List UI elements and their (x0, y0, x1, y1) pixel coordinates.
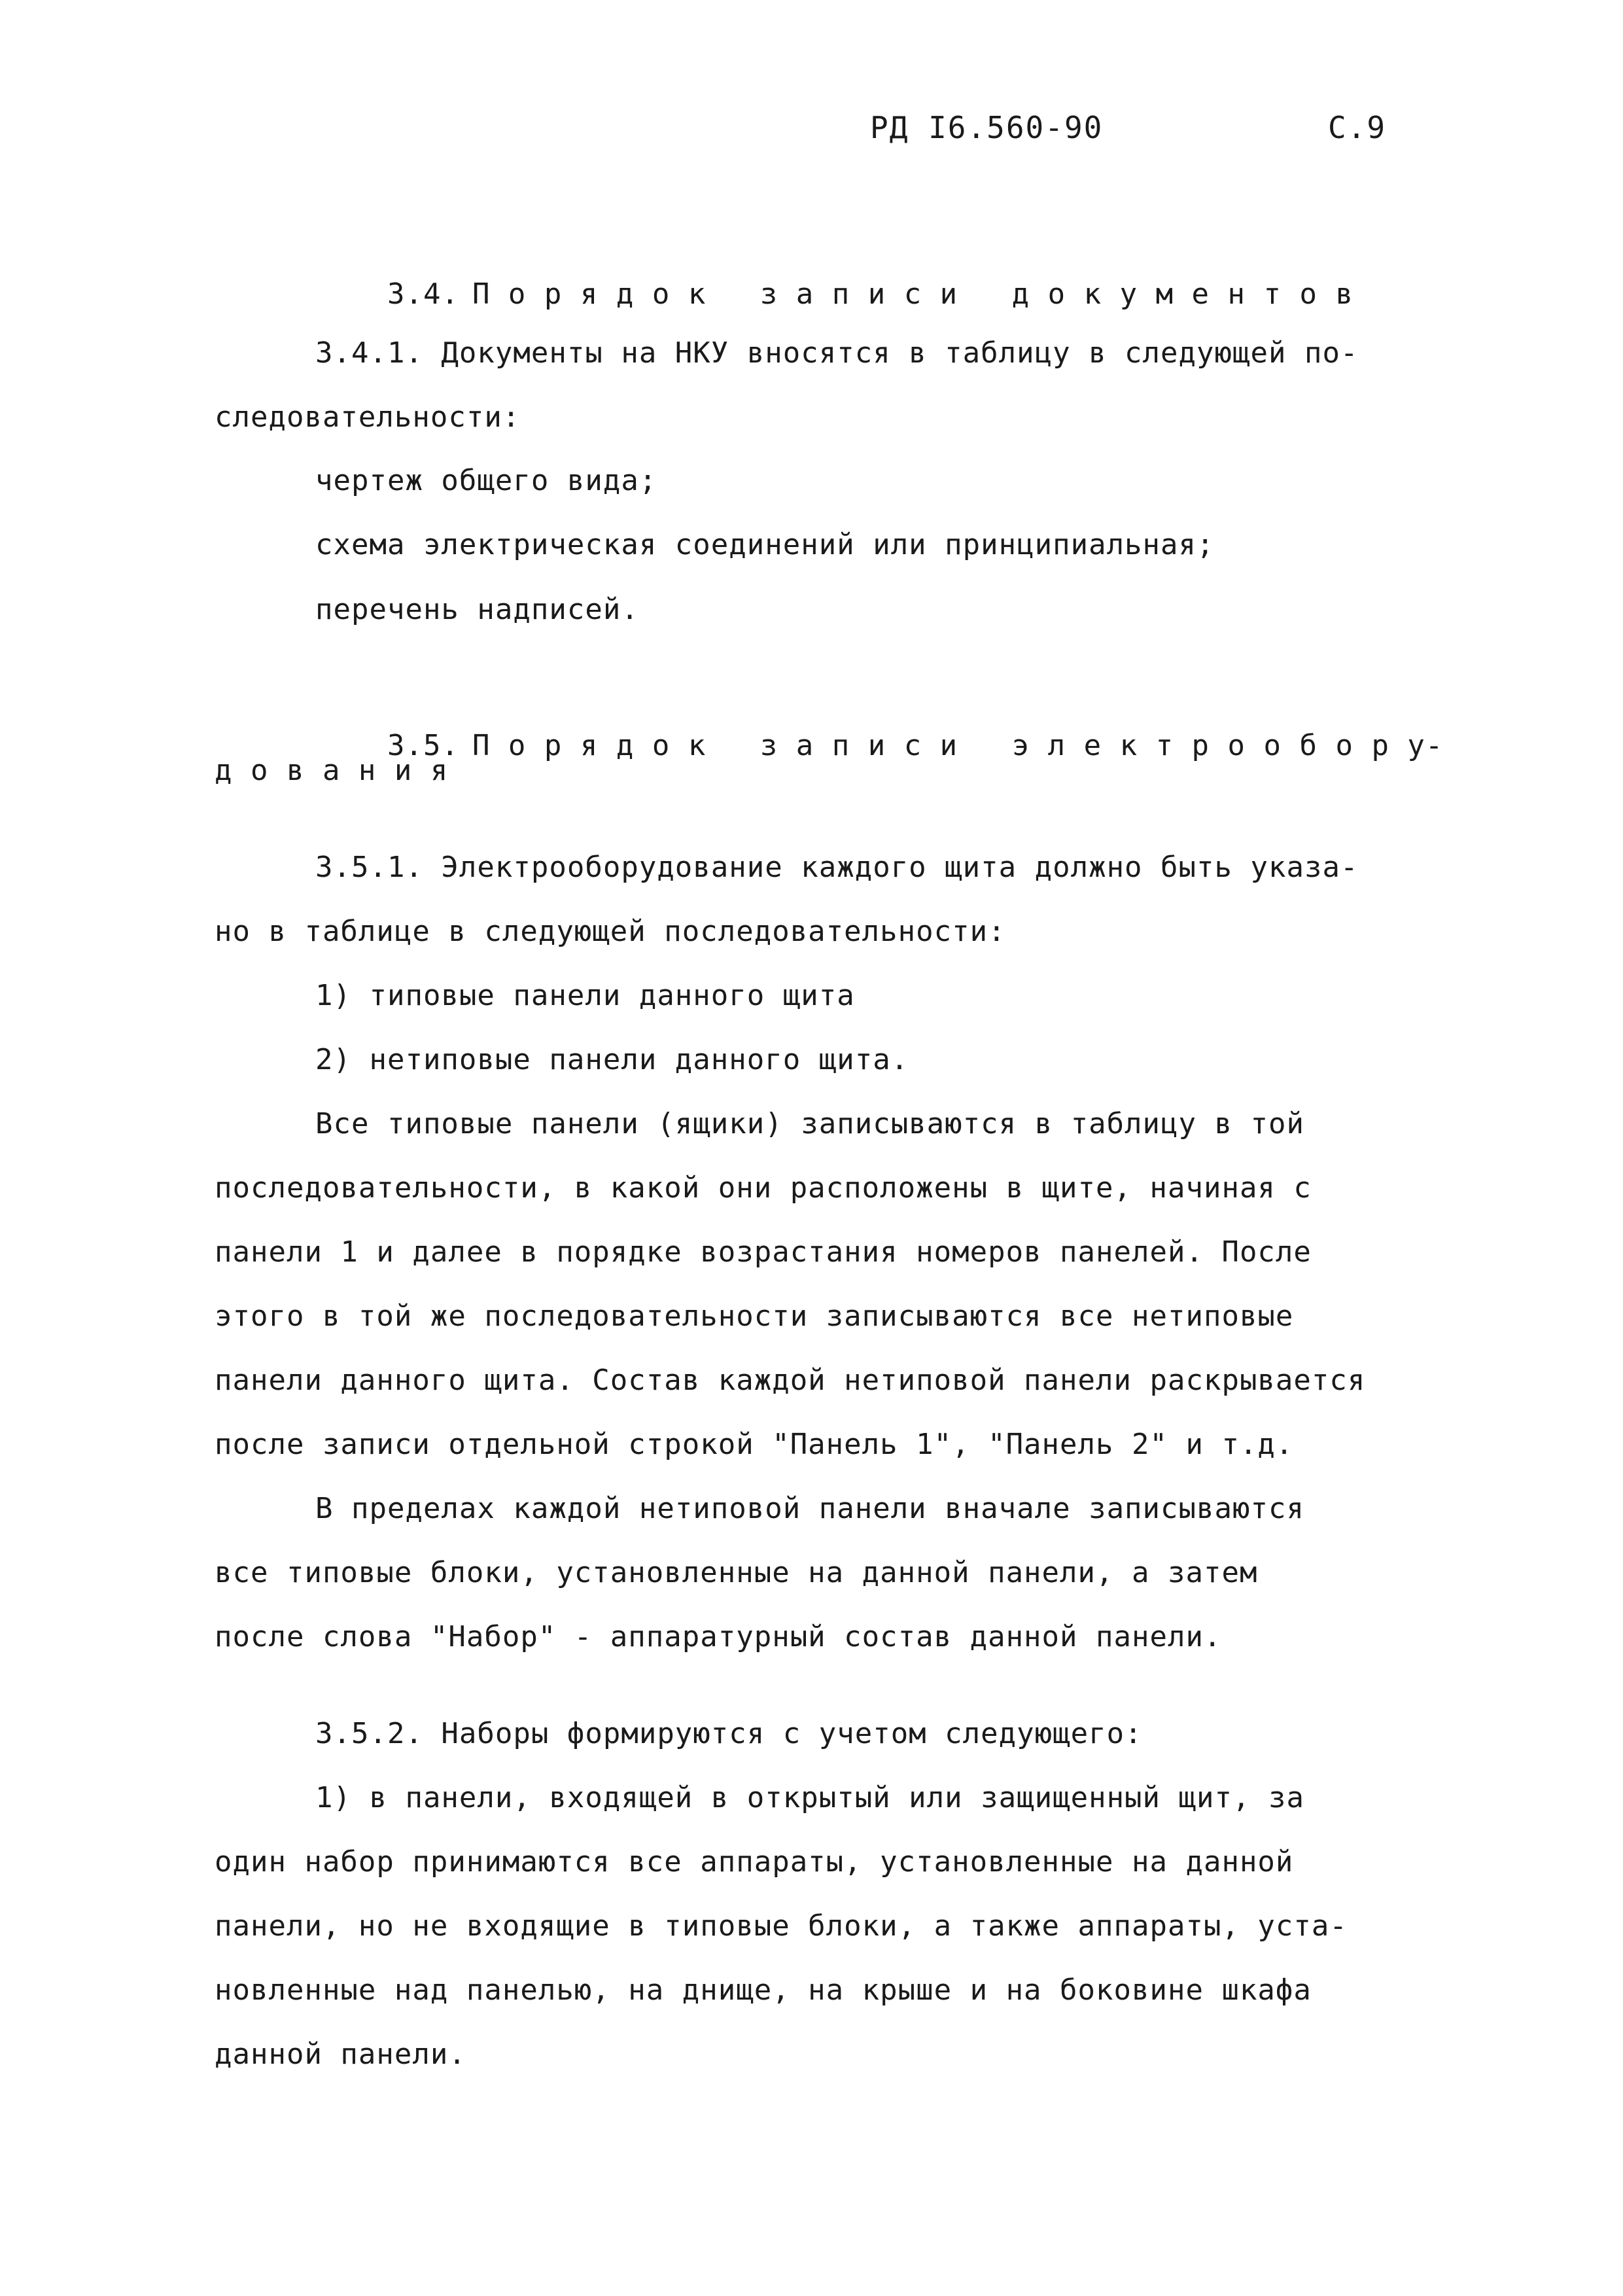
paragraph-line: один набор принимаются все аппараты, установленные на данной (215, 1845, 1294, 1879)
paragraph-line: 3.5.2. Наборы формируются с учетом следующего: (315, 1717, 1143, 1750)
paragraph-line: этого в той же последовательности записываются все нетиповые (215, 1299, 1294, 1333)
paragraph-line: панели данного щита. Состав каждой нетиповой панели раскрывается (215, 1364, 1366, 1397)
section-number: 3.5. (387, 729, 459, 762)
paragraph-line: Все типовые панели (ящики) записываются в таблицу в той (315, 1107, 1304, 1140)
paragraph-line: панели, но не входящие в типовые блоки, а также аппараты, уста- (215, 1909, 1348, 1943)
paragraph-line: данной панели. (215, 2038, 466, 2071)
paragraph-line: последовательности, в какой они расположены в щите, начиная с (215, 1171, 1312, 1205)
section-heading-3-5 (315, 687, 1443, 805)
paragraph-line: следовательности: (215, 400, 521, 434)
paragraph-line: панели 1 и далее в порядке возрастания номеров панелей. После (215, 1235, 1312, 1269)
section-title-continuation: д о в а н и я (215, 754, 449, 787)
paragraph-line: но в таблице в следующей последовательности: (215, 915, 1006, 948)
paragraph-line: после слова "Набор" - аппаратурный состав данной панели. (215, 1620, 1222, 1653)
list-line: 1) типовые панели данного щита (315, 979, 855, 1012)
section-title: П о р я д о к з а п и с и д о к у м е н т о в (472, 277, 1353, 311)
section-number: 3.4. (387, 277, 459, 311)
page-number: С.9 (1328, 110, 1387, 145)
list-line: схема электрическая соединений или принципиальная; (315, 528, 1215, 561)
paragraph-line: 3.5.1. Электрооборудование каждого щита должно быть указа- (315, 851, 1359, 884)
section-title: П о р я д о к з а п и с и э л е к т р о о б о р у- (472, 729, 1444, 762)
paragraph-line: В пределах каждой нетиповой панели вначале записываются (315, 1492, 1304, 1525)
paragraph-line: все типовые блоки, установленные на данной панели, а затем (215, 1556, 1258, 1589)
paragraph-line: 3.4.1. Документы на НКУ вносятся в таблицу в следующей по- (315, 336, 1359, 370)
list-line: чертеж общего вида; (315, 464, 657, 497)
list-line: перечень надписей. (315, 593, 639, 626)
document-code: РД I6.560-90 (870, 110, 1104, 145)
list-line: 2) нетиповые панели данного щита. (315, 1043, 909, 1076)
paragraph-line: 1) в панели, входящей в открытый или защищенный щит, за (315, 1781, 1304, 1814)
paragraph-line: новленные над панелью, на днище, на крыше и на боковине шкафа (215, 1973, 1312, 2007)
paragraph-line: после записи отдельной строкой "Панель 1", "Панель 2" и т.д. (215, 1428, 1294, 1461)
